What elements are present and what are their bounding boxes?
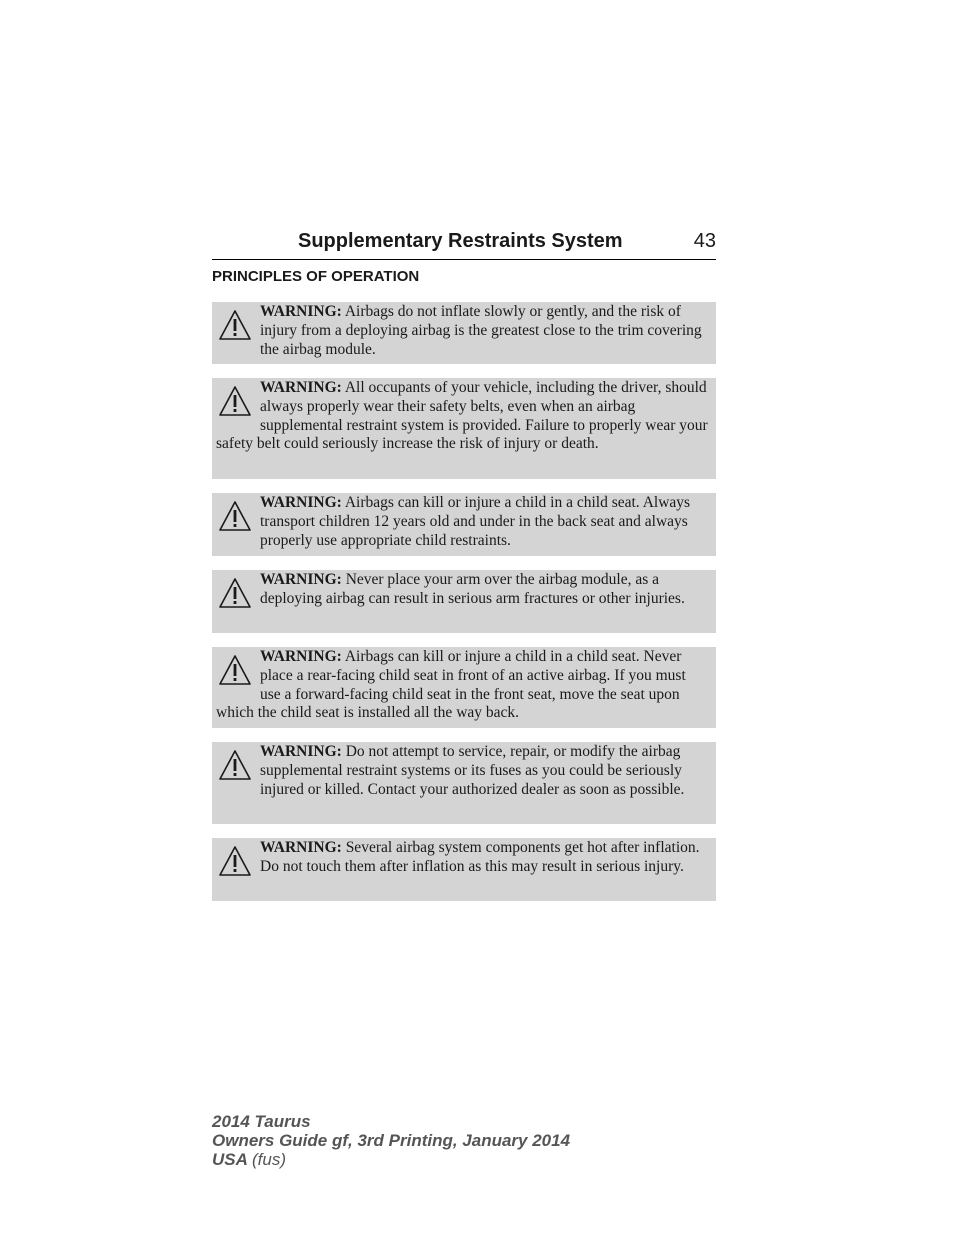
- warning-text: [216, 838, 710, 877]
- warning-body: Never place your arm over the airbag module, as a deploying airbag can result in serious arm fractures or other injuries.: [260, 571, 685, 607]
- warning-text: [216, 378, 710, 454]
- warning-text: [216, 302, 710, 359]
- warning-triangle-icon: [218, 844, 252, 878]
- warning-triangle-icon: [218, 499, 252, 533]
- section-heading: PRINCIPLES OF OPERATION: [212, 268, 420, 285]
- warning-text: [216, 493, 710, 550]
- page-footer: [212, 1112, 570, 1169]
- warning-label: WARNING:: [260, 494, 342, 511]
- footer-model: 2014 Taurus: [212, 1112, 311, 1131]
- warning-body: Airbags can kill or injure a child in a child seat. Always transport children 12 years old and under in the back seat and always properly use appropriate child restraints.: [260, 494, 691, 549]
- footer-market: [212, 1150, 570, 1169]
- page-number: 43: [693, 230, 716, 252]
- warning-triangle-icon: [218, 384, 252, 418]
- warning-body: Airbags can kill or injure a child in a child seat. Never place a rear-facing child seat in front of an active airbag. If you must use a forward-facing child seat in the front seat, move the seat upon which the child seat is installed all the way back.: [216, 648, 686, 722]
- warning-triangle-icon: [218, 576, 252, 610]
- warning-label: WARNING:: [260, 571, 342, 588]
- chapter-title: Supplementary Restraints System: [298, 230, 623, 252]
- warning-box: [212, 302, 716, 364]
- warning-box: [212, 838, 716, 901]
- footer-market-name: USA: [212, 1150, 248, 1169]
- warning-label: WARNING:: [260, 839, 342, 856]
- warning-triangle-icon: [218, 653, 252, 687]
- footer-market-code: (fus): [252, 1150, 286, 1169]
- warning-box: [212, 742, 716, 824]
- warning-body: Do not attempt to service, repair, or modify the airbag supplemental restraint systems or its fuses as you could be seriously injured or killed. Contact your authorized dealer as soon as possible.: [260, 743, 685, 798]
- footer-edition: Owners Guide gf, 3rd Printing, January 2014: [212, 1131, 571, 1150]
- warning-body: Airbags do not inflate slowly or gently, and the risk of injury from a deploying airbag is the greatest close to the trim covering the airbag module.: [260, 303, 702, 358]
- warning-triangle-icon: [218, 308, 252, 342]
- warning-text: [216, 570, 710, 609]
- page-header: [212, 226, 716, 260]
- warning-box: [212, 378, 716, 479]
- warning-body: Several airbag system components get hot after inflation. Do not touch them after inflation as this may result in serious injury.: [260, 839, 700, 875]
- warning-label: WARNING:: [260, 743, 342, 760]
- warning-box: [212, 570, 716, 633]
- warning-label: WARNING:: [260, 303, 342, 320]
- warning-text: [216, 647, 710, 723]
- warning-box: [212, 647, 716, 728]
- warning-box: [212, 493, 716, 556]
- warning-text: [216, 742, 710, 799]
- warning-label: WARNING:: [260, 648, 342, 665]
- warning-triangle-icon: [218, 748, 252, 782]
- warning-label: WARNING:: [260, 379, 342, 396]
- warning-body: All occupants of your vehicle, including the driver, should always properly wear their safety belts, even when an airbag supplemental restraint system is provided. Failure to properly wear your safety belt could seriously increase the risk of injury or death.: [216, 379, 708, 453]
